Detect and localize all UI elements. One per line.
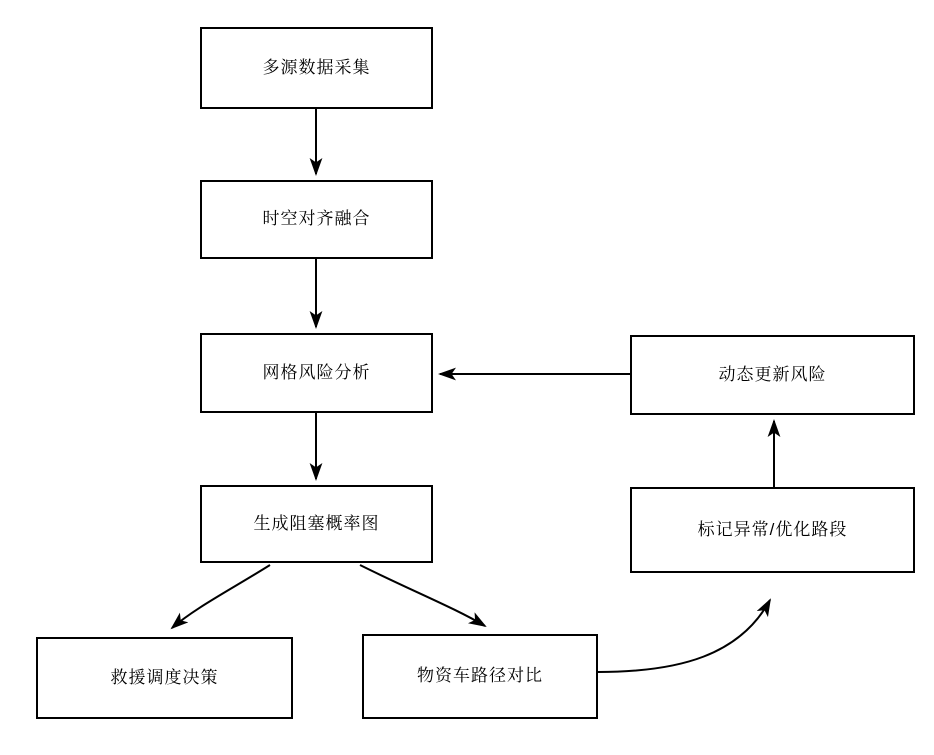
node-compare[interactable]: [362, 634, 598, 719]
node-mark[interactable]: [630, 487, 915, 573]
node-prob-label: 生成阻塞概率图: [253, 513, 380, 533]
node-update-label: 动态更新风险: [718, 364, 827, 384]
edge-prob-rescue: [172, 565, 270, 628]
node-update[interactable]: [630, 335, 915, 415]
node-collect-label: 多源数据采集: [262, 57, 371, 77]
node-rescue[interactable]: [36, 637, 293, 719]
node-risk[interactable]: [200, 333, 433, 413]
node-fuse[interactable]: [200, 180, 433, 259]
node-risk-label: 网格风险分析: [262, 362, 371, 382]
node-fuse-label: 时空对齐融合: [262, 209, 371, 229]
node-rescue-label: 救援调度决策: [110, 667, 219, 687]
edge-compare-mark: [598, 600, 770, 672]
edge-prob-compare: [360, 565, 485, 626]
node-collect[interactable]: [200, 27, 433, 109]
node-prob[interactable]: [200, 485, 433, 563]
node-mark-label: 标记异常/优化路段: [697, 519, 848, 539]
node-compare-label: 物资车路径对比: [417, 666, 543, 686]
